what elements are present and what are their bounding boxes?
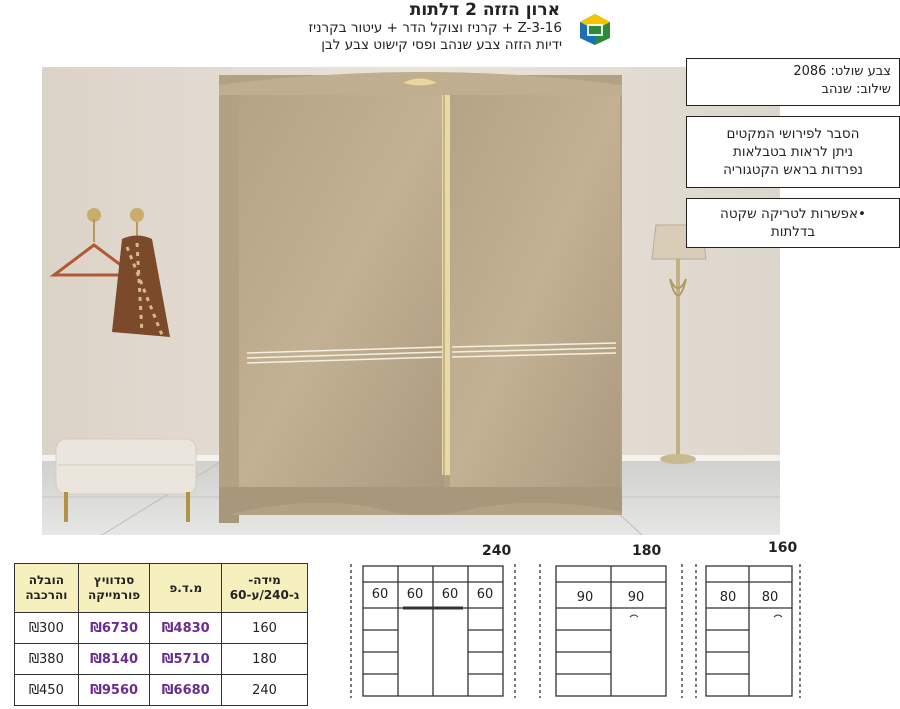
option-line-2: בדלתות (770, 224, 816, 240)
diagram-160 (690, 560, 808, 700)
mdf-price: ₪5710 (150, 644, 222, 675)
brand-logo-icon (578, 12, 612, 46)
option-box (686, 198, 900, 248)
explanation-box (686, 116, 900, 188)
color-info-box (686, 58, 900, 106)
color-line: צבע שולט: 2086 (793, 64, 891, 79)
col-label: 90 (627, 590, 645, 605)
size-cell: 240 (222, 675, 308, 706)
diagram-240 (343, 560, 523, 700)
col-label: 60 (406, 587, 424, 602)
option-line-1: •אפשרות לטריקה שקטה (720, 206, 866, 222)
price-table (14, 563, 308, 706)
table-row (15, 675, 308, 706)
combo-line: שילוב: שנהב (821, 82, 891, 97)
diagram-180-width-label: 180 (632, 543, 662, 559)
delivery-price: ₪380 (15, 644, 79, 675)
page-title: ארון הזזה 2 דלתות (409, 0, 560, 20)
table-row (15, 613, 308, 644)
explain-line-3: נפרדות בראש הקטגוריה (723, 162, 863, 178)
mdf-price: ₪4830 (150, 613, 222, 644)
col-label: 80 (761, 590, 779, 605)
explain-line-2: ניתן לראות בטבלאות (732, 144, 854, 160)
col-label: 80 (719, 590, 737, 605)
subtitle-line-1: Z-3-16 + קרניז וצוקל הדר + עיטור בקרניז (308, 20, 562, 36)
diagram-180 (530, 560, 690, 700)
mdf-price: ₪6680 (150, 675, 222, 706)
header-size: מידה- ג-240/ע-60 (222, 564, 308, 613)
delivery-price: ₪300 (15, 613, 79, 644)
header-delivery: הובלה והרכבה (15, 564, 79, 613)
col-label: 60 (476, 587, 494, 602)
delivery-price: ₪450 (15, 675, 79, 706)
explain-line-1: הסבר לפירושי המקטים (726, 126, 860, 142)
col-label: 60 (441, 587, 459, 602)
wardrobe-photo (42, 67, 780, 535)
col-label: 60 (371, 587, 389, 602)
table-row (15, 644, 308, 675)
sandwich-price: ₪8140 (78, 644, 150, 675)
size-cell: 160 (222, 613, 308, 644)
diagram-160-width-label: 160 (768, 540, 798, 556)
diagram-240-width-label: 240 (482, 543, 512, 559)
header-sandwich: סנדוויץ פורמייקה (78, 564, 150, 613)
size-cell: 180 (222, 644, 308, 675)
subtitle-line-2: ידיות הזזה צבע שנהב ופסי קישוט צבע לבן (321, 37, 562, 53)
table-header-row (15, 564, 308, 613)
sandwich-price: ₪9560 (78, 675, 150, 706)
col-label: 90 (576, 590, 594, 605)
sandwich-price: ₪6730 (78, 613, 150, 644)
header-mdf: מ.ד.פ (150, 564, 222, 613)
